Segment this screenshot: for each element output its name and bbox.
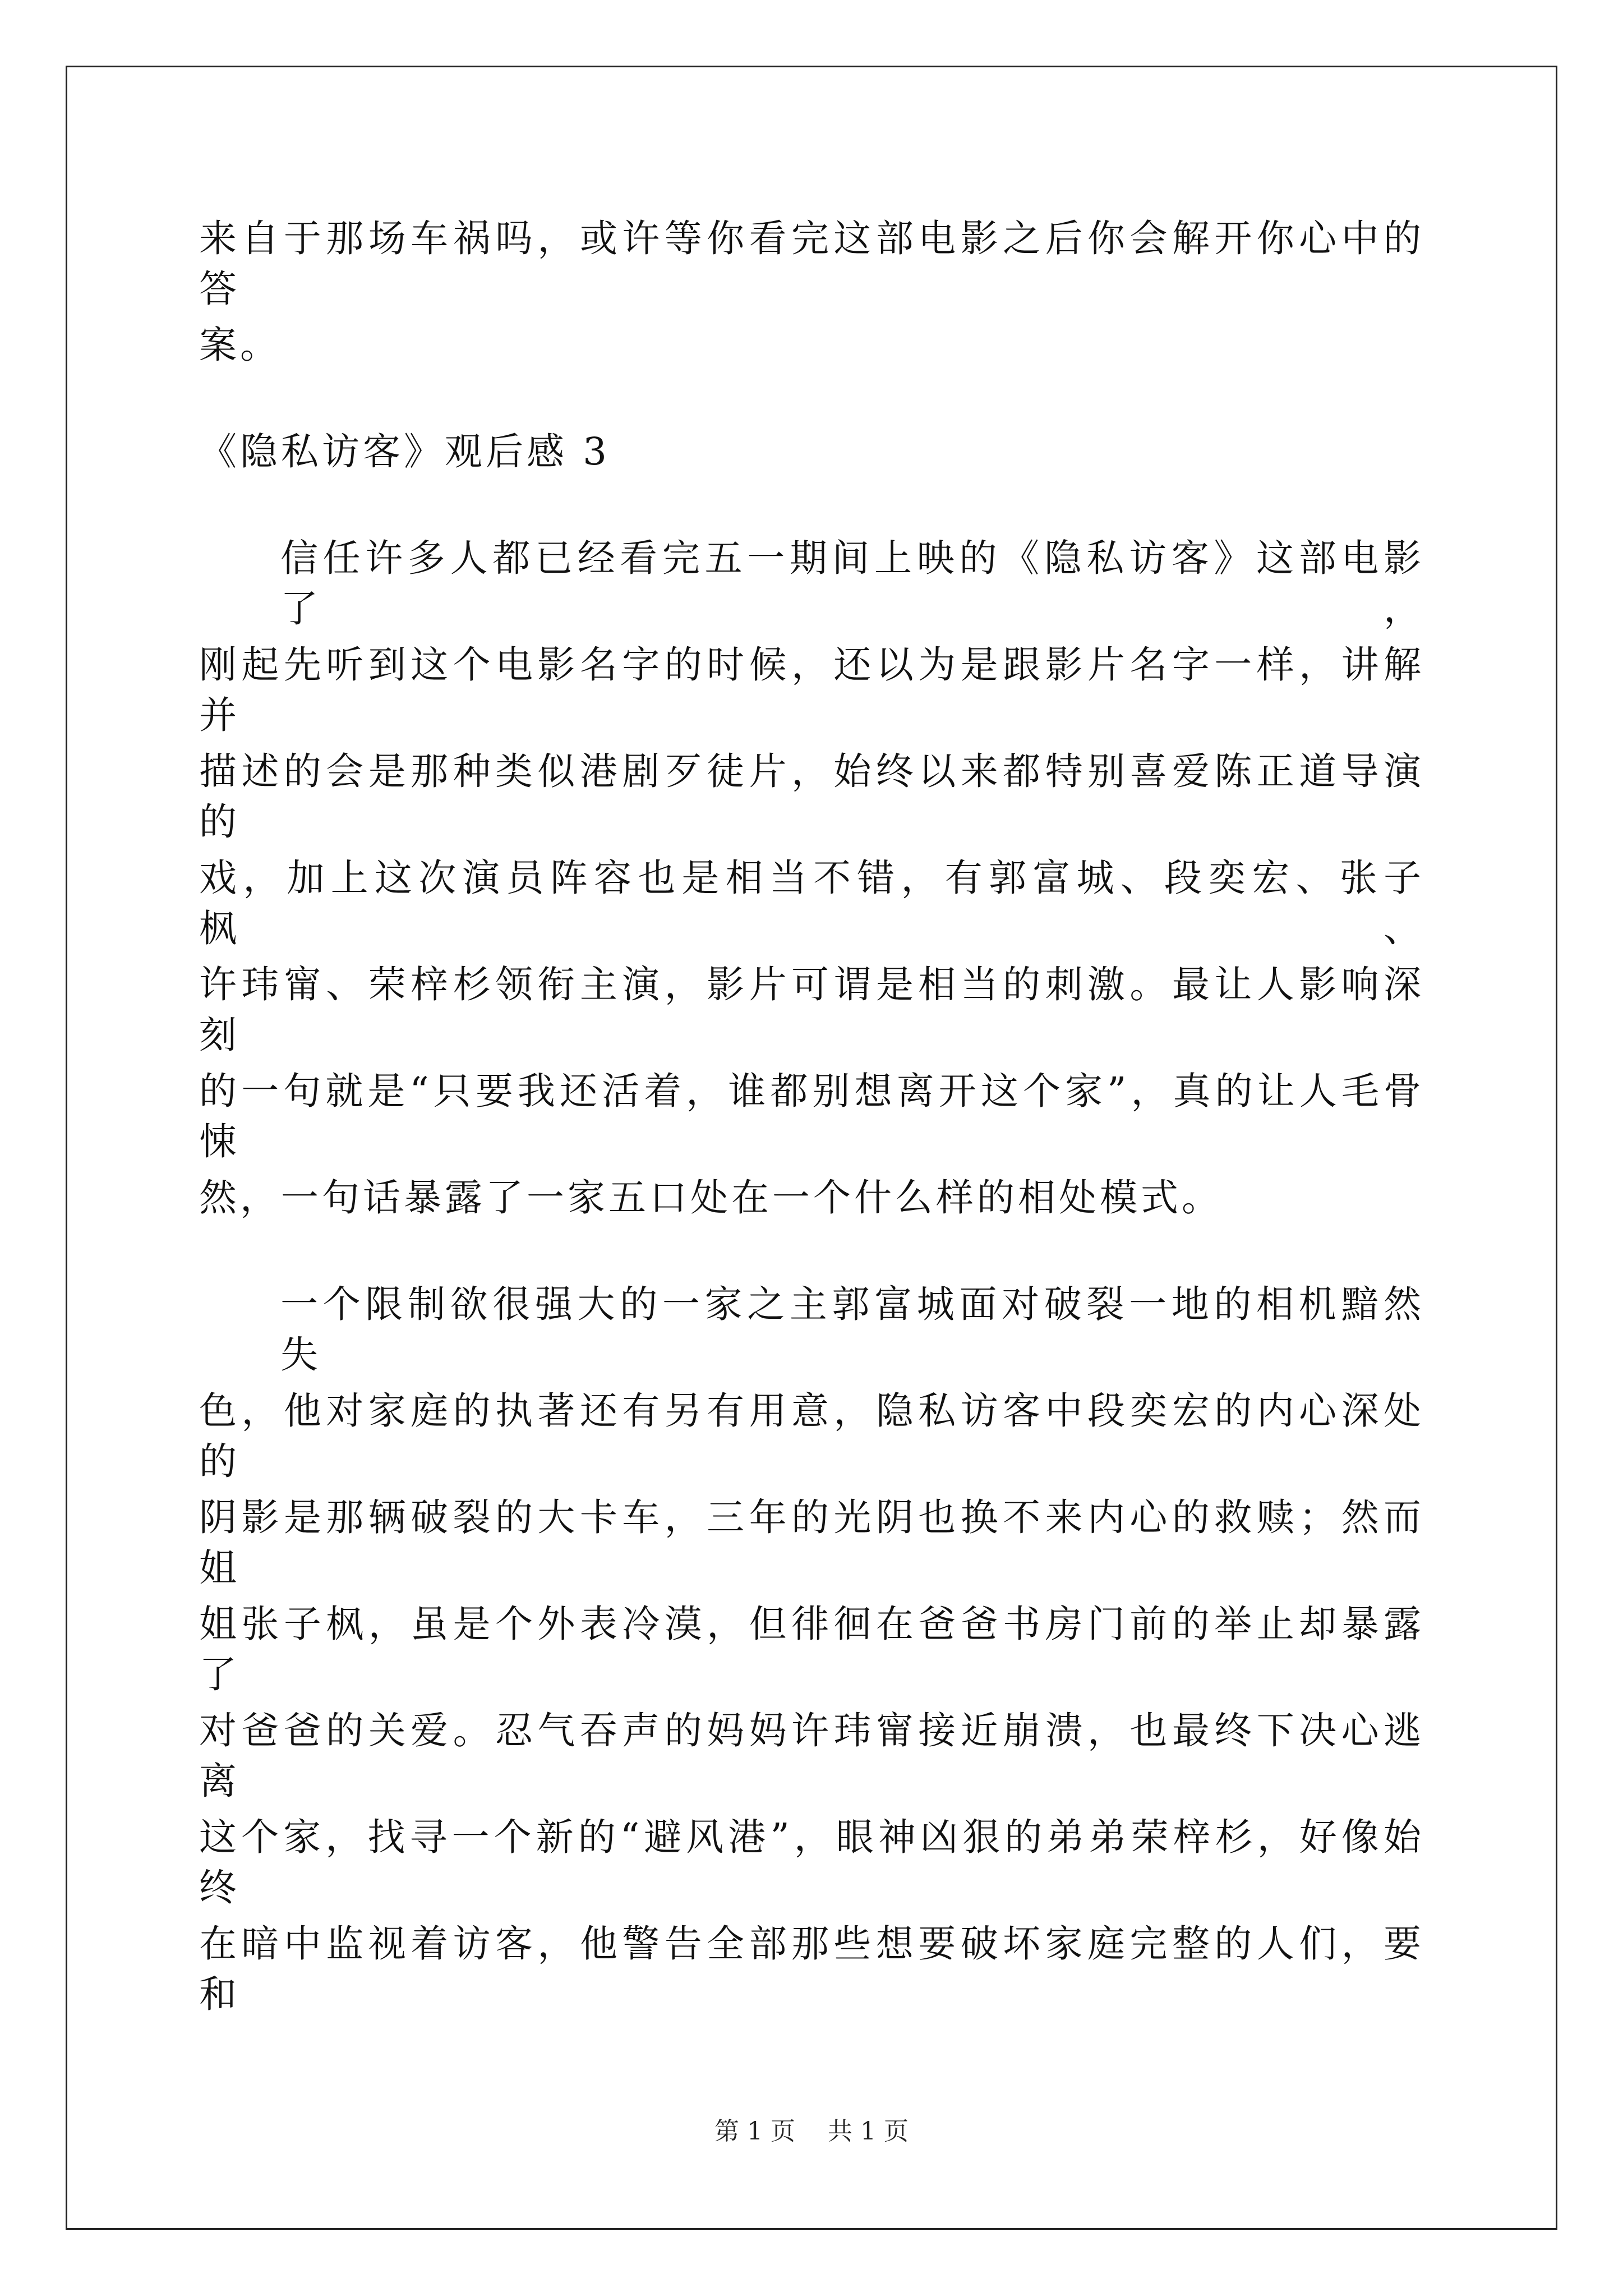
page-total: 共 1 页 <box>828 2117 909 2146</box>
text-line: 在暗中监视着访客，他警告全部那些想要破坏家庭完整的人们，要和 <box>199 1922 1424 2016</box>
text-line: 姐张子枫，虽是个外表冷漠，但徘徊在爸爸书房门前的举止却暴露了 <box>199 1602 1424 1696</box>
text-line: 这个家，找寻一个新的“避风港”，眼神凶狠的弟弟荣梓杉，好像始终 <box>199 1815 1424 1910</box>
text-line: 阴影是那辆破裂的大卡车，三年的光阴也换不来内心的救赎；然而姐 <box>199 1496 1424 1590</box>
text-line: 的一句就是“只要我还活着，谁都别想离开这个家”，真的让人毛骨悚 <box>199 1069 1424 1163</box>
text-line: 描述的会是那种类似港剧歹徒片，始终以来都特别喜爱陈正道导演的 <box>199 749 1424 844</box>
paragraph-first-line: 一个限制欲很强大的一家之主郭富城面对破裂一地的相机黯然失 <box>280 1282 1424 1377</box>
text-line: 戏，加上这次演员阵容也是相当不错，有郭富城、段奕宏、张子枫、 <box>199 856 1424 950</box>
page-footer <box>0 2115 1623 2148</box>
page-number: 第 1 页 <box>714 2117 795 2146</box>
text-line: 许玮甯、荣梓杉领衔主演，影片可谓是相当的刺激。最让人影响深刻 <box>199 963 1424 1057</box>
text-line: 刚起先听到这个电影名字的时候，还以为是跟影片名字一样，讲解并 <box>199 643 1424 737</box>
paragraph-first-line: 信任许多人都已经看完五一期间上映的《隐私访客》这部电影了， <box>280 536 1424 631</box>
text-line: 来自于那场车祸吗，或许等你看完这部电影之后你会解开你心中的答 <box>199 217 1424 311</box>
section-heading: 《隐私访客》观后感 3 <box>199 430 610 473</box>
text-line: 对爸爸的关爱。忍气吞声的妈妈许玮甯接近崩溃，也最终下决心逃离 <box>199 1709 1424 1803</box>
text-line: 然，一句话暴露了一家五口处在一个什么样的相处模式。 <box>199 1176 1223 1220</box>
text-line: 色，他对家庭的执著还有另有用意，隐私访客中段奕宏的内心深处的 <box>199 1389 1424 1483</box>
document-body <box>199 213 1424 2025</box>
text-line: 案。 <box>199 323 281 367</box>
